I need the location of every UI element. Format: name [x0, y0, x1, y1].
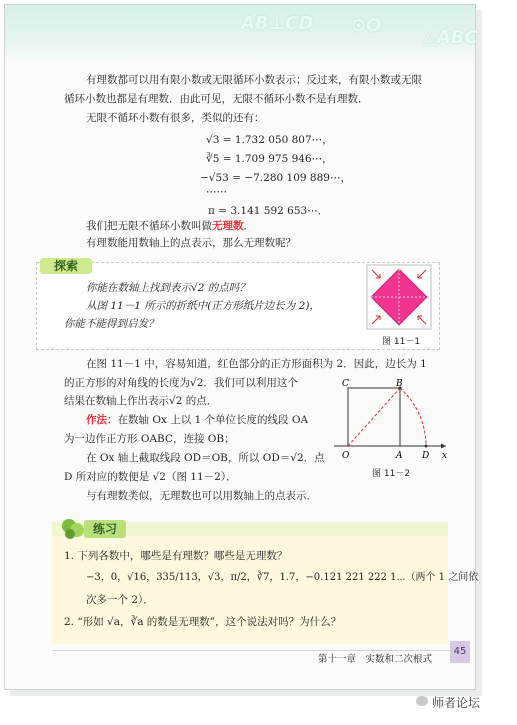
body-line-8: 与有理数类似，无理数也可以用数轴上的点表示． — [86, 490, 317, 502]
explore-tab: 探索 — [40, 258, 92, 274]
number-line-square-figure — [330, 378, 454, 464]
body-line-7: D 所对应的数便是 √2（图 11－2）． — [64, 471, 237, 483]
body-line-3: 结果在数轴上作出表示√2 的点． — [64, 395, 218, 407]
body-line-4 — [86, 412, 308, 428]
body-line-5: 为一边作正方形 OABC，连接 OB； — [64, 433, 235, 445]
figure-11-1-caption: 图 11－1 — [382, 337, 421, 347]
header-band — [5, 5, 475, 67]
intro-line-3: 无限不循环小数有很多，类似的还有： — [86, 112, 265, 124]
figure-11-2-caption: 图 11－2 — [372, 469, 411, 479]
diagonal-ob — [348, 388, 400, 446]
body-line-2: 的正方形的对角线的长度为√2．我们可以利用这个 — [64, 377, 298, 389]
explore-question-1: 你能在数轴上找到表示√2 的点吗？ — [86, 282, 250, 294]
header-decoration-perpendicular: AB⊥CD — [241, 13, 314, 34]
example-neg-sqrt53: −√53 = −7.280 109 889⋯， — [200, 172, 351, 184]
exercise-question-1-items: −3，0，√16，335/113，√3，π/2，∛7，1.7，−0.121 221 222 1⋯（两个 1 之间依 — [86, 572, 479, 583]
explore-question-2: 从图 11－1 所示的折纸中(正方形纸片边长为 2)， — [86, 300, 320, 312]
definition-question: 有理数能用数轴上的点表示，那么无理数呢？ — [86, 237, 296, 249]
arc-bd — [400, 388, 426, 446]
exercise-leaf-icon — [60, 516, 86, 542]
exercise-tab: 练习 — [84, 520, 126, 538]
explore-question-3: 你能不能得到启发？ — [64, 318, 159, 330]
definition-suffix: ． — [243, 220, 254, 232]
label-o: O — [342, 451, 350, 461]
definition-term: 无理数 — [212, 220, 244, 232]
label-d: D — [422, 451, 430, 461]
intro-line-1: 有理数都可以用有限小数或无限循环小数表示；反过来，有限小数或无限 — [86, 74, 422, 86]
page-number: 45 — [450, 641, 470, 663]
chapter-title: 第十一章 实数和二次根式 — [318, 654, 433, 665]
header-decoration-triangle: △ABC — [423, 27, 478, 48]
exercise-question-2: 2. “形如 √a，∛a 的数是无理数”，这个说法对吗？为什么？ — [64, 616, 342, 628]
method-text: 在数轴 Ox 上以 1 个单位长度的线段 OA — [117, 414, 309, 426]
header-decoration-circle: ⊙O — [351, 15, 382, 36]
body-line-1: 在图 11－1 中，容易知道，红色部分的正方形面积为 2．因此，边长为 1 — [86, 358, 427, 370]
definition-prefix: 我们把无限不循环小数叫做 — [86, 220, 212, 232]
label-a: A — [396, 451, 403, 461]
label-c: C — [342, 379, 349, 389]
exercise-question-1: 1. 下列各数中，哪些是有理数？哪些是无理数？ — [64, 550, 288, 562]
exercise-question-1-note: 次多一个 2）． — [86, 594, 154, 606]
definition-line — [86, 218, 254, 234]
method-label: 作法： — [86, 414, 118, 426]
wechat-icon — [416, 696, 428, 706]
label-x: x — [442, 451, 448, 461]
x-axis-arrow-icon — [441, 444, 446, 449]
point-d — [425, 445, 428, 448]
watermark: 师者论坛 — [432, 696, 481, 710]
label-b: B — [396, 379, 403, 389]
body-line-6: 在 Ox 轴上截取线段 OD＝OB，所以 OD＝√2．点 — [86, 452, 325, 464]
intro-line-2: 循环小数也都是有理数．由此可见，无限不循环小数不是有理数． — [64, 93, 369, 105]
example-sqrt3: √3 = 1.732 050 807⋯， — [206, 134, 333, 146]
example-cbrt5: ∛5 = 1.709 975 946⋯， — [206, 153, 333, 165]
example-pi: π = 3.141 592 653⋯． — [208, 205, 329, 217]
example-ellipsis: ⋯⋯ — [206, 186, 227, 198]
folding-square-figure — [366, 264, 432, 330]
